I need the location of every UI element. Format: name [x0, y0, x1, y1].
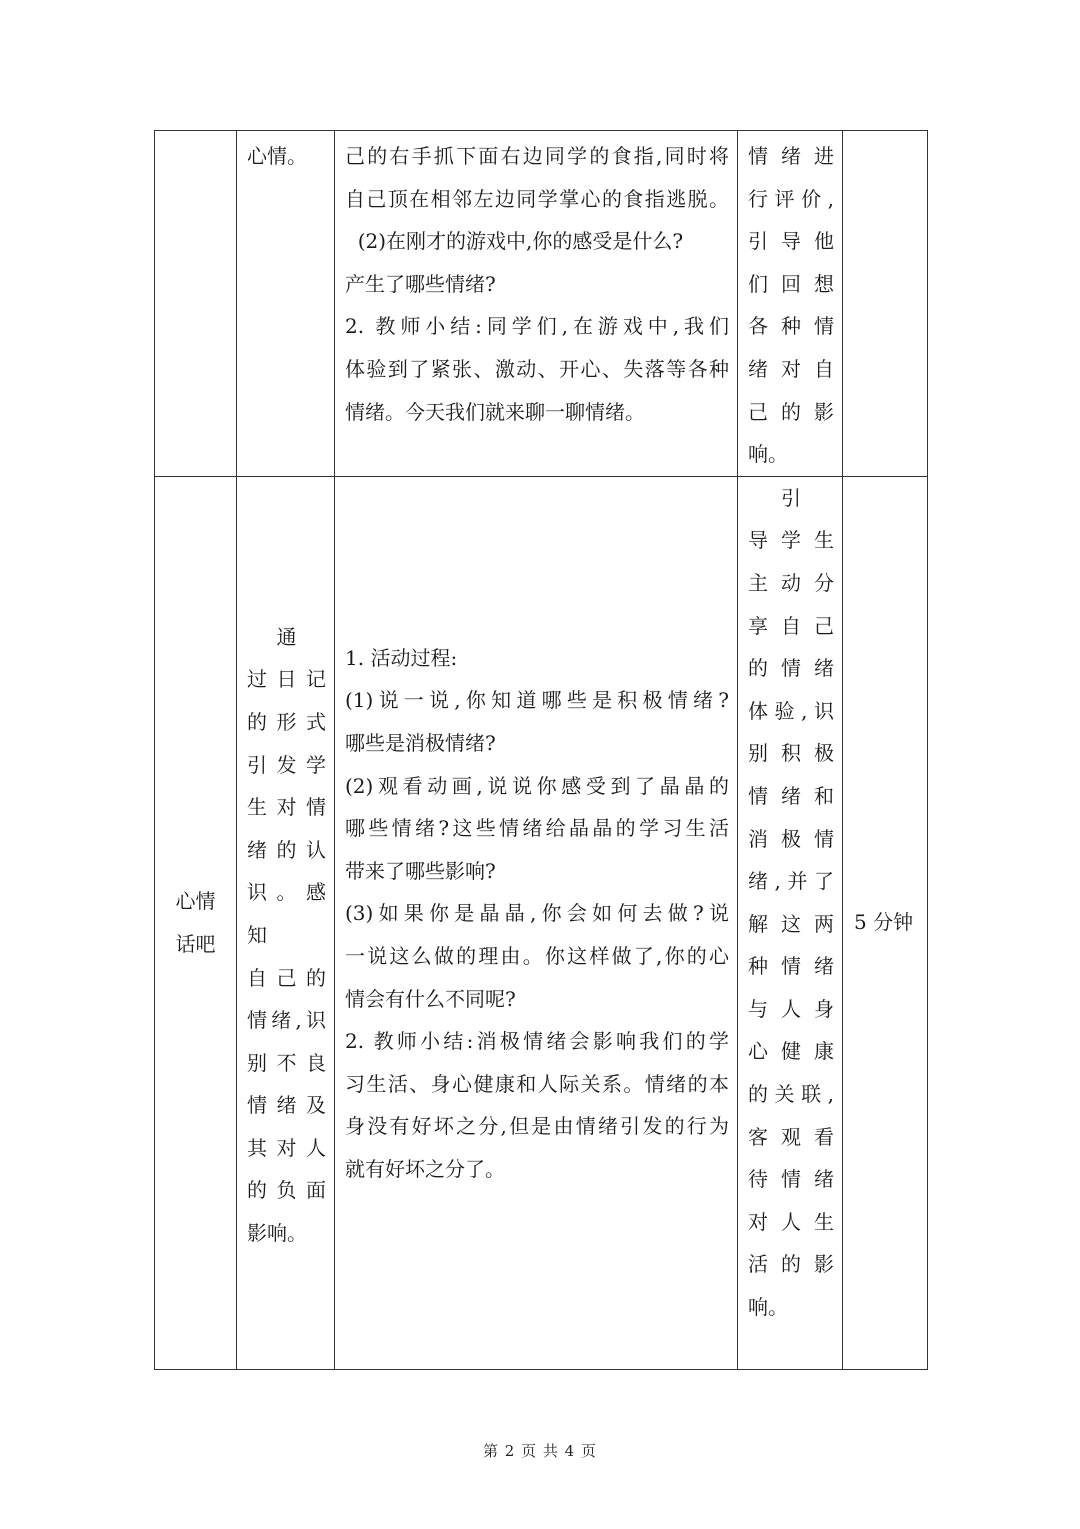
activity-content-cell — [335, 476, 738, 1369]
goal-line: 的形式 — [247, 709, 326, 734]
content-line: 情会有什么不同呢? — [345, 986, 516, 1011]
phase-label-line: 话吧 — [175, 931, 216, 956]
table-row — [155, 131, 928, 477]
intent-line: 对人生 — [748, 1209, 834, 1234]
content-line: 哪些是消极情绪? — [345, 730, 496, 755]
content-line: (1)说一说,你知道哪些是积极情绪? — [345, 688, 729, 713]
goal-line: 引发学 — [247, 752, 326, 777]
intent-line: 导学生 — [748, 528, 834, 553]
content-line: (2)观看动画,说说你感受到了晶晶的 — [345, 773, 729, 798]
design-intent-cell — [738, 476, 843, 1369]
activity-content-cell — [335, 131, 738, 477]
goal-line: 生对情 — [247, 795, 326, 820]
content-line: 己的右手抓下面右边同学的食指,同时将 — [345, 144, 729, 168]
content-line: 2. 教师小结:消极情绪会影响我们的学 — [345, 1029, 729, 1054]
intent-line: 引导他 — [748, 229, 834, 254]
intent-line: 绪对自 — [748, 356, 834, 381]
intent-line: 们回想 — [748, 271, 834, 296]
content-line: 就有好坏之分了。 — [345, 1156, 505, 1181]
time-cell — [843, 476, 928, 1369]
intent-line: 解这两 — [748, 911, 834, 936]
intent-line: 情绪进 — [748, 144, 834, 168]
content-line: (2)在刚才的游戏中,你的感受是什么? — [345, 229, 684, 254]
content-line: 情绪。今天我们就来聊一聊情绪。 — [345, 399, 645, 424]
intent-line: 各种情 — [748, 314, 834, 339]
intent-line: 主动分 — [748, 570, 834, 595]
intent-line: 消极情 — [748, 826, 834, 851]
time-value: 5 分钟 — [854, 910, 914, 935]
goal-line: 过日记 — [247, 667, 326, 692]
intent-line: 体验,识 — [748, 698, 834, 723]
content-line: 习生活、身心健康和人际关系。情绪的本 — [345, 1071, 729, 1096]
intent-line: 情绪和 — [748, 783, 834, 808]
content-line: (3)如果你是晶晶,你会如何去做?说 — [345, 901, 729, 926]
intent-line: 行评价, — [748, 186, 834, 211]
content-line: 身没有好坏之分,但是由情绪引发的行为 — [345, 1114, 729, 1139]
goal-line: 情绪,识 — [247, 1008, 326, 1033]
intent-line: 的关联, — [748, 1082, 834, 1107]
phase-cell — [155, 476, 237, 1369]
intent-line: 与人身 — [748, 996, 834, 1021]
content-line: 一说这么做的理由。你这样做了,你的心 — [345, 943, 729, 968]
intent-line: 心健康 — [748, 1039, 834, 1064]
goal-line: 心情。 — [247, 144, 307, 168]
intent-line: 客观看 — [748, 1124, 834, 1149]
goal-line: 识。感知 — [247, 880, 326, 947]
goal-line: 通 — [276, 624, 297, 649]
content-line: 1. 活动过程: — [345, 645, 458, 670]
intent-line: 响。 — [748, 1295, 788, 1320]
intent-line: 别积极 — [748, 741, 834, 766]
content-line: 产生了哪些情绪? — [345, 271, 496, 296]
goal-cell — [237, 131, 335, 477]
content-line: 2. 教师小结:同学们,在游戏中,我们 — [345, 314, 729, 339]
intent-line: 种情绪 — [748, 954, 834, 979]
intent-line: 的情绪 — [748, 656, 834, 681]
intent-line: 待情绪 — [748, 1167, 834, 1192]
intent-line: 己的影 — [748, 399, 834, 424]
goal-line: 别不良 — [247, 1050, 326, 1075]
goal-cell — [237, 476, 335, 1369]
intent-line: 享自己 — [748, 613, 834, 638]
content-line: 哪些情绪?这些情绪给晶晶的学习生活 — [345, 816, 729, 841]
content-line: 自己顶在相邻左边同学掌心的食指逃脱。 — [345, 186, 729, 211]
goal-line: 情绪及 — [247, 1093, 326, 1118]
goal-line: 的负面 — [247, 1178, 326, 1203]
content-line: 体验到了紧张、激动、开心、失落等各种 — [345, 356, 729, 381]
goal-line: 影响。 — [247, 1221, 307, 1246]
phase-cell — [155, 131, 237, 477]
page-footer: 第 2 页 共 4 页 — [483, 1442, 597, 1460]
design-intent-cell — [738, 131, 843, 477]
time-cell — [843, 131, 928, 477]
intent-line: 响。 — [748, 442, 788, 467]
goal-line: 自己的 — [247, 965, 326, 990]
intent-line: 引 — [781, 485, 801, 510]
intent-line: 活的影 — [748, 1252, 834, 1277]
lesson-plan-table — [154, 130, 928, 1370]
content-line: 带来了哪些影响? — [345, 858, 496, 883]
goal-line: 绪的认 — [247, 837, 326, 862]
intent-line: 绪,并了 — [748, 869, 834, 894]
table-row — [155, 476, 928, 1369]
phase-label-line: 心情 — [175, 889, 216, 914]
goal-line: 其对人 — [247, 1135, 326, 1160]
